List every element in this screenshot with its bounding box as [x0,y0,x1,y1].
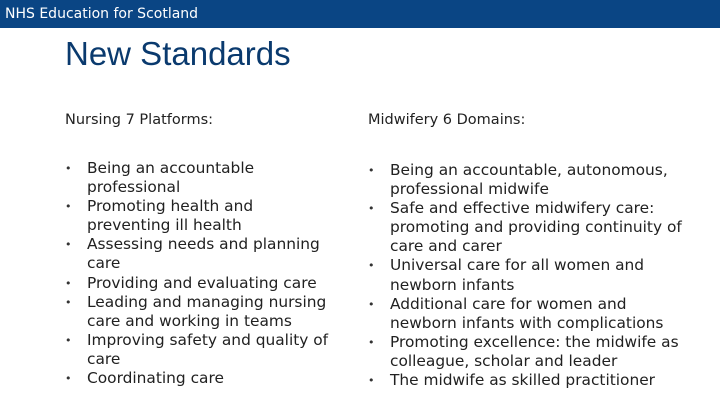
list-item-text: Being an accountable professional [87,159,255,197]
bullet-icon: • [65,162,72,175]
midwifery-heading: Midwifery 6 Domains: [368,112,526,128]
list-item [65,235,335,273]
bullet-icon: • [368,202,375,216]
bullet-icon: • [65,295,72,309]
list-item-text: Improving safety and quality of care [87,330,329,368]
header-banner [0,0,720,28]
list-item-text: Promoting health and preventing ill health [87,197,254,235]
nursing-column [65,110,335,388]
list-item [65,274,335,293]
list-item-text: Promoting excellence: the midwife as colleague, scholar and leader [390,332,679,370]
bullet-icon: • [65,238,72,252]
list-item [65,331,335,369]
bullet-icon: • [368,335,375,349]
list-item [65,159,335,197]
list-item-text: Safe and effective midwifery care: promoting and providing continuity of care and carer [390,199,682,256]
list-item [65,197,335,235]
list-item [368,333,698,371]
list-item [368,371,698,390]
list-item-text: Leading and managing nursing care and working in teams [87,292,327,330]
list-item-text: Assessing needs and planning care [87,235,320,273]
list-item-text: The midwife as skilled practitioner [390,371,656,390]
organization-name: NHS Education for Scotland [5,6,199,22]
bullet-icon: • [368,374,375,388]
list-item-text: Being an accountable, autonomous, professional midwife [390,161,668,199]
nursing-heading: Nursing 7 Platforms: [65,112,214,128]
nursing-platforms-list [65,159,335,388]
list-item-text: Providing and evaluating care [87,273,317,292]
slide-title: New Standards [65,35,291,72]
list-item [368,161,698,199]
list-item-text: Coordinating care [87,369,224,388]
list-item [65,369,335,388]
bullet-icon: • [65,200,72,214]
list-item [368,199,698,256]
bullet-icon: • [65,372,72,386]
bullet-icon: • [368,164,375,177]
list-item [368,295,698,333]
midwifery-domains-list [368,161,698,390]
list-item [65,293,335,331]
list-item [368,256,698,294]
bullet-icon: • [368,297,375,311]
bullet-icon: • [65,333,72,347]
midwifery-column [368,110,698,390]
bullet-icon: • [368,259,375,273]
list-item-text: Additional care for women and newborn infants with complications [390,294,664,332]
bullet-icon: • [65,276,72,290]
list-item-text: Universal care for all women and newborn infants [390,256,645,294]
